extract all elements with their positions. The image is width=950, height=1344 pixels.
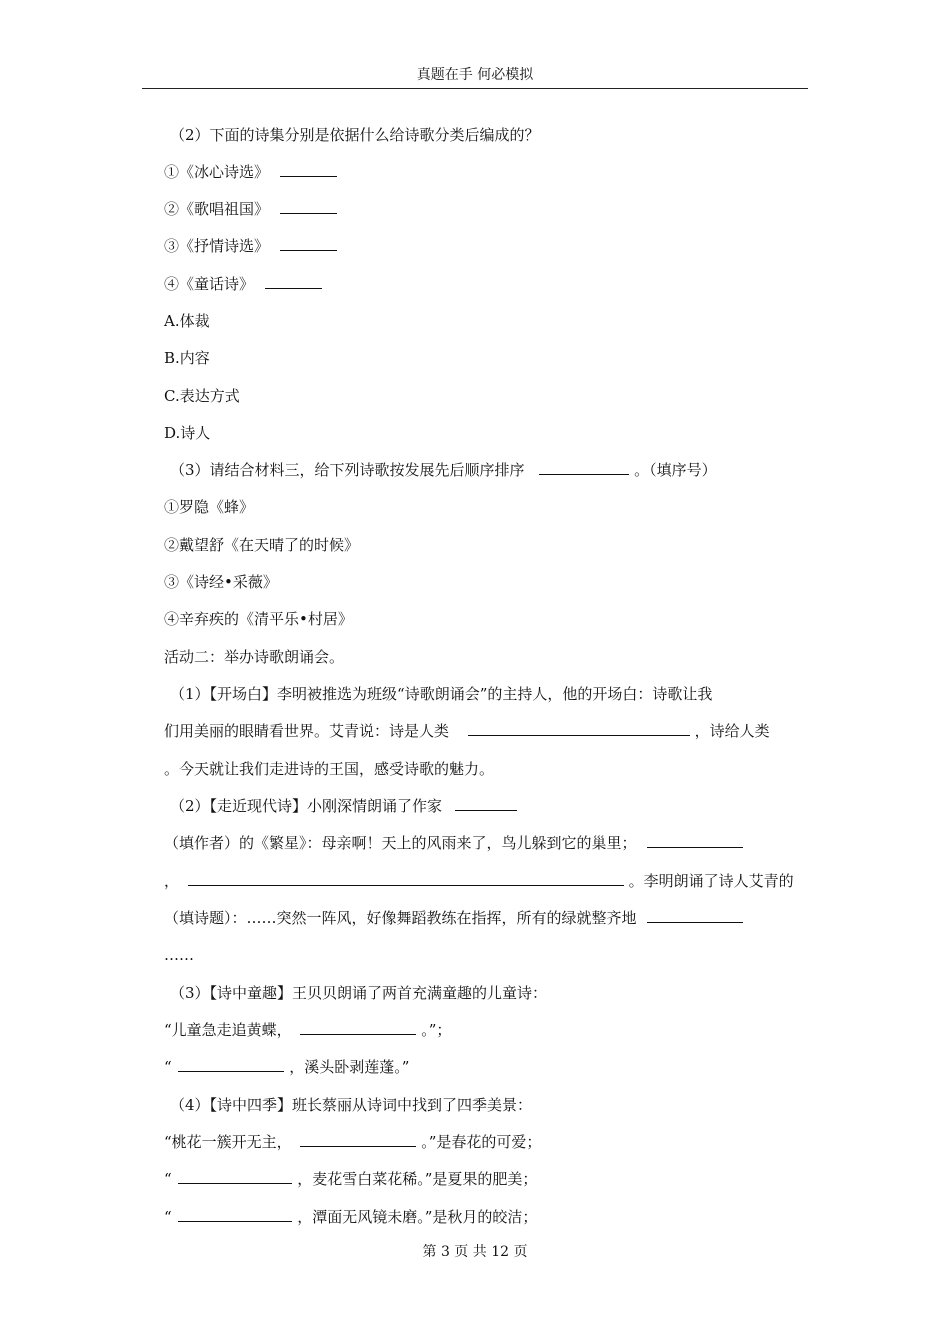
q2-option-c: C.表达方式 bbox=[164, 387, 240, 405]
p4-line-4 bbox=[164, 1207, 537, 1227]
answer-blank[interactable] bbox=[647, 908, 743, 923]
answer-blank[interactable] bbox=[468, 721, 690, 736]
q3-item-4: ④辛弃疾的《清平乐•村居》 bbox=[164, 610, 353, 628]
page-header: 真题在手 何必模拟 bbox=[142, 62, 808, 89]
p2-line-5: …… bbox=[164, 946, 194, 964]
answer-blank[interactable] bbox=[178, 1057, 284, 1072]
p4-line-4-text: ，潭面无风镜未磨。”是秋月的皎洁； bbox=[297, 1208, 538, 1226]
answer-blank[interactable] bbox=[647, 833, 743, 848]
p2-line-3-text: 。李明朗诵了诗人艾青的 bbox=[628, 872, 794, 890]
p4-line-3 bbox=[164, 1169, 537, 1189]
p2-line-2 bbox=[164, 833, 743, 853]
answer-blank[interactable] bbox=[178, 1207, 292, 1222]
p4-line-2 bbox=[164, 1132, 541, 1152]
q2-option-b: B.内容 bbox=[164, 349, 210, 367]
p1-line-2-suffix: ，诗给人类 bbox=[694, 722, 770, 740]
p3-line-3-prefix: “ bbox=[164, 1058, 172, 1076]
p3-line-1: （3）【诗中童趣】王贝贝朗诵了两首充满童趣的儿童诗： bbox=[170, 984, 548, 1002]
answer-blank[interactable] bbox=[280, 199, 337, 214]
answer-blank[interactable] bbox=[539, 460, 629, 475]
p3-line-2-suffix: 。”； bbox=[421, 1021, 452, 1039]
p3-line-2-text: “儿童急走追黄蝶， bbox=[164, 1021, 292, 1039]
p2-line-3-prefix: ， bbox=[164, 872, 180, 890]
p4-line-3-prefix: “ bbox=[164, 1170, 172, 1188]
q2-item-4-label: ④《童话诗》 bbox=[164, 275, 255, 293]
p2-line-1-text: （2）【走近现代诗】小刚深情朗诵了作家 bbox=[170, 797, 443, 815]
p1-line-2 bbox=[164, 721, 770, 741]
answer-blank[interactable] bbox=[188, 871, 624, 886]
answer-blank[interactable] bbox=[280, 162, 337, 177]
q2-option-a: A.体裁 bbox=[164, 312, 210, 330]
p1-line-1: （1）【开场白】李明被推选为班级“诗歌朗诵会”的主持人，他的开场白：诗歌让我 bbox=[170, 685, 713, 703]
activity2-title: 活动二：举办诗歌朗诵会。 bbox=[164, 648, 345, 666]
p1-line-3: 。今天就让我们走进诗的王国，感受诗歌的魅力。 bbox=[164, 760, 495, 778]
p2-line-2-text: （填作者）的《繁星》：母亲啊！天上的风雨来了，鸟儿躲到它的巢里； bbox=[164, 834, 637, 852]
answer-blank[interactable] bbox=[265, 274, 322, 289]
p2-line-3 bbox=[164, 871, 794, 891]
q2-option-d: D.诗人 bbox=[164, 424, 211, 442]
p2-line-1 bbox=[170, 796, 517, 816]
q2-prompt: （2）下面的诗集分别是依据什么给诗歌分类后编成的？ bbox=[170, 126, 540, 144]
q3-item-2: ②戴望舒《在天晴了的时候》 bbox=[164, 536, 360, 554]
q2-item-3-label: ③《抒情诗选》 bbox=[164, 237, 270, 255]
p4-line-2-text: “桃花一簇开无主， bbox=[164, 1133, 292, 1151]
answer-blank[interactable] bbox=[300, 1132, 416, 1147]
p4-line-1: （4）【诗中四季】班长蔡丽从诗词中找到了四季美景： bbox=[170, 1096, 533, 1114]
p4-line-2-suffix: 。”是春花的可爱； bbox=[421, 1133, 542, 1151]
q3-prompt bbox=[170, 460, 717, 480]
q2-item-2 bbox=[164, 199, 337, 219]
answer-blank[interactable] bbox=[178, 1169, 292, 1184]
p4-line-4-prefix: “ bbox=[164, 1208, 172, 1226]
q3-prompt-text: （3）请结合材料三，给下列诗歌按发展先后顺序排序 bbox=[170, 461, 525, 479]
q2-item-1 bbox=[164, 162, 337, 182]
q2-item-1-label: ①《冰心诗选》 bbox=[164, 163, 270, 181]
p1-line-2-text: 们用美丽的眼睛看世界。艾青说：诗是人类 bbox=[164, 722, 450, 740]
q2-item-4 bbox=[164, 274, 322, 294]
q3-item-1: ①罗隐《蜂》 bbox=[164, 498, 255, 516]
page-number: 第 3 页 共 12 页 bbox=[422, 1244, 528, 1260]
p4-line-3-text: ，麦花雪白菜花稀。”是夏果的肥美； bbox=[297, 1170, 538, 1188]
answer-blank[interactable] bbox=[280, 236, 337, 251]
q3-prompt-suffix: 。（填序号） bbox=[634, 461, 717, 479]
answer-blank[interactable] bbox=[455, 796, 517, 811]
q2-item-2-label: ②《歌唱祖国》 bbox=[164, 200, 270, 218]
answer-blank[interactable] bbox=[300, 1020, 416, 1035]
q3-item-3: ③《诗经•采薇》 bbox=[164, 573, 278, 591]
q2-item-3 bbox=[164, 236, 337, 256]
p3-line-3-text: ，溪头卧剥莲蓬。” bbox=[289, 1058, 410, 1076]
p2-line-4 bbox=[164, 908, 743, 928]
p3-line-3 bbox=[164, 1057, 409, 1077]
p3-line-2 bbox=[164, 1020, 451, 1040]
p2-line-4-text: （填诗题）：……突然一阵风，好像舞蹈教练在指挥，所有的绿就整齐地 bbox=[164, 909, 637, 927]
